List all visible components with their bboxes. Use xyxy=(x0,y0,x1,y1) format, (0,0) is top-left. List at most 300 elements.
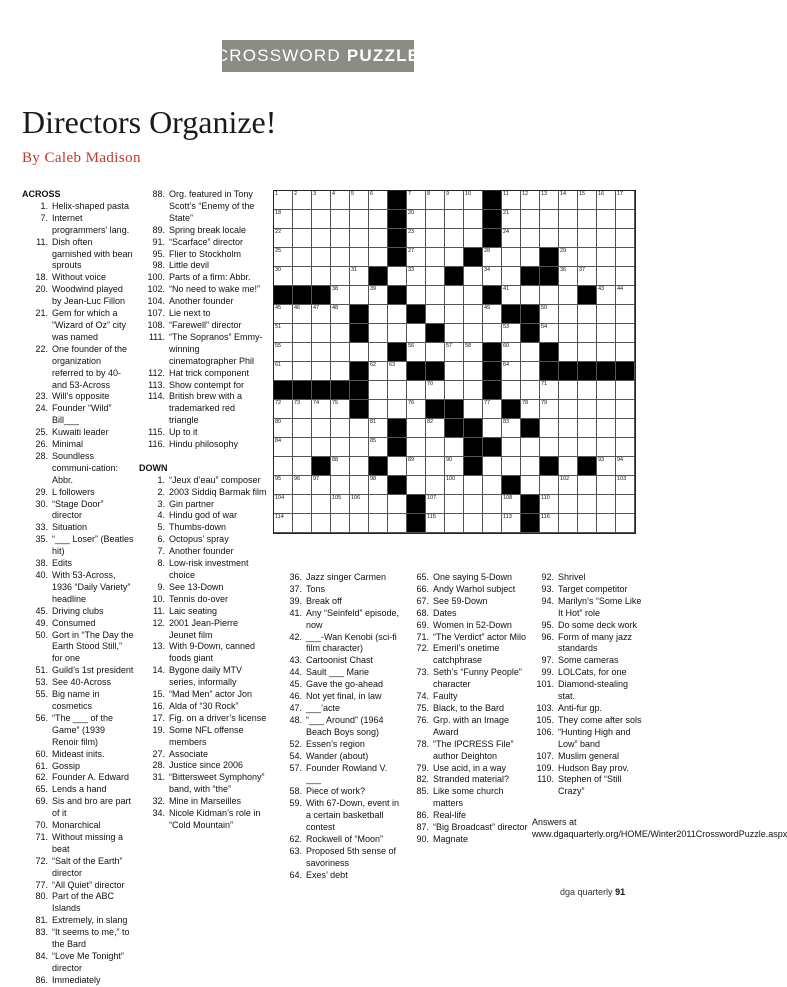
grid-cell[interactable] xyxy=(331,362,350,381)
grid-cell[interactable] xyxy=(350,229,369,248)
grid-cell[interactable] xyxy=(464,191,483,210)
grid-cell[interactable] xyxy=(407,457,426,476)
grid-cell[interactable] xyxy=(483,400,502,419)
grid-cell[interactable] xyxy=(312,305,331,324)
grid-cell[interactable] xyxy=(445,305,464,324)
grid-cell[interactable] xyxy=(274,457,293,476)
grid-cell[interactable] xyxy=(616,419,635,438)
grid-cell[interactable] xyxy=(369,495,388,514)
grid-cell[interactable] xyxy=(559,457,578,476)
grid-cell[interactable] xyxy=(331,324,350,343)
clue-text: Marilyn’s “Some Like It Hot” role xyxy=(558,595,642,618)
grid-cell[interactable] xyxy=(293,438,312,457)
grid-cell[interactable] xyxy=(407,438,426,457)
clue-item xyxy=(528,679,646,703)
grid-cell[interactable] xyxy=(521,210,540,229)
grid-cell[interactable] xyxy=(293,210,312,229)
grid-cell[interactable] xyxy=(559,400,578,419)
grid-cell[interactable] xyxy=(464,305,483,324)
grid-cell[interactable] xyxy=(350,267,369,286)
grid-cell[interactable] xyxy=(426,191,445,210)
grid-cell[interactable] xyxy=(274,229,293,248)
clue-text: Minimal xyxy=(52,439,84,450)
grid-cell[interactable] xyxy=(502,248,521,267)
grid-cell[interactable] xyxy=(312,419,331,438)
grid-cell[interactable] xyxy=(350,343,369,362)
grid-cell[interactable] xyxy=(293,400,312,419)
grid-cell[interactable] xyxy=(331,210,350,229)
grid-cell[interactable] xyxy=(407,229,426,248)
grid-cell[interactable] xyxy=(293,419,312,438)
crossword-grid[interactable] xyxy=(273,190,636,534)
grid-cell[interactable] xyxy=(521,362,540,381)
grid-cell[interactable] xyxy=(369,381,388,400)
grid-cell[interactable] xyxy=(597,419,616,438)
grid-cell[interactable] xyxy=(559,438,578,457)
grid-cell[interactable] xyxy=(407,419,426,438)
grid-cell[interactable] xyxy=(616,476,635,495)
grid-cell[interactable] xyxy=(578,305,597,324)
grid-cell[interactable] xyxy=(559,324,578,343)
grid-cell[interactable] xyxy=(369,191,388,210)
grid-cell[interactable] xyxy=(445,229,464,248)
grid-cell[interactable] xyxy=(616,514,635,533)
grid-cell[interactable] xyxy=(407,400,426,419)
grid-cell[interactable] xyxy=(616,267,635,286)
grid-cell[interactable] xyxy=(483,476,502,495)
grid-cell[interactable] xyxy=(312,362,331,381)
grid-cell[interactable] xyxy=(312,324,331,343)
grid-cell[interactable] xyxy=(369,210,388,229)
grid-cell[interactable] xyxy=(445,191,464,210)
grid-cell[interactable] xyxy=(274,305,293,324)
grid-cell[interactable] xyxy=(483,514,502,533)
grid-cell[interactable] xyxy=(369,343,388,362)
grid-cell[interactable] xyxy=(274,495,293,514)
grid-cell[interactable] xyxy=(616,210,635,229)
grid-cell[interactable] xyxy=(540,210,559,229)
grid-cell[interactable] xyxy=(597,457,616,476)
grid-cell[interactable] xyxy=(350,476,369,495)
grid-cell[interactable] xyxy=(426,457,445,476)
grid-cell[interactable] xyxy=(369,362,388,381)
grid-cell[interactable] xyxy=(616,343,635,362)
grid-cell[interactable] xyxy=(350,210,369,229)
grid-cell[interactable] xyxy=(274,343,293,362)
grid-cell[interactable] xyxy=(445,381,464,400)
grid-cell[interactable] xyxy=(293,191,312,210)
grid-cell[interactable] xyxy=(521,343,540,362)
grid-cell[interactable] xyxy=(502,381,521,400)
grid-cell[interactable] xyxy=(597,248,616,267)
grid-cell[interactable] xyxy=(502,514,521,533)
grid-cell[interactable] xyxy=(540,305,559,324)
grid-cell[interactable] xyxy=(521,248,540,267)
grid-cell[interactable] xyxy=(578,476,597,495)
grid-cell[interactable] xyxy=(616,495,635,514)
grid-cell[interactable] xyxy=(274,267,293,286)
grid-cell[interactable] xyxy=(597,286,616,305)
cell-number: 83 xyxy=(503,419,510,425)
grid-cell[interactable] xyxy=(388,400,407,419)
grid-cell[interactable] xyxy=(616,229,635,248)
grid-cell[interactable] xyxy=(350,419,369,438)
grid-cell[interactable] xyxy=(597,381,616,400)
grid-cell[interactable] xyxy=(559,210,578,229)
grid-cell[interactable] xyxy=(540,229,559,248)
grid-cell[interactable] xyxy=(445,210,464,229)
grid-cell[interactable] xyxy=(312,476,331,495)
grid-cell[interactable] xyxy=(331,191,350,210)
grid-cell[interactable] xyxy=(426,286,445,305)
grid-cell[interactable] xyxy=(502,229,521,248)
clue-column-1 xyxy=(22,189,134,987)
grid-cell[interactable] xyxy=(540,438,559,457)
grid-cell[interactable] xyxy=(464,229,483,248)
grid-cell[interactable] xyxy=(293,362,312,381)
grid-cell[interactable] xyxy=(616,305,635,324)
grid-cell[interactable] xyxy=(483,267,502,286)
grid-cell[interactable] xyxy=(502,438,521,457)
grid-cell[interactable] xyxy=(559,514,578,533)
grid-cell[interactable] xyxy=(559,229,578,248)
cell-number: 23 xyxy=(408,229,415,235)
grid-cell[interactable] xyxy=(369,400,388,419)
grid-cell[interactable] xyxy=(426,305,445,324)
grid-cell[interactable] xyxy=(502,495,521,514)
grid-cell[interactable] xyxy=(293,267,312,286)
grid-cell[interactable] xyxy=(312,343,331,362)
grid-cell[interactable] xyxy=(331,514,350,533)
grid-cell[interactable] xyxy=(464,381,483,400)
grid-cell[interactable] xyxy=(559,476,578,495)
grid-cell[interactable] xyxy=(464,267,483,286)
grid-cell[interactable] xyxy=(407,343,426,362)
grid-cell[interactable] xyxy=(616,248,635,267)
grid-cell[interactable] xyxy=(388,362,407,381)
grid-cell[interactable] xyxy=(464,362,483,381)
grid-cell[interactable] xyxy=(426,343,445,362)
grid-cell[interactable] xyxy=(426,210,445,229)
grid-cell[interactable] xyxy=(559,419,578,438)
grid-cell[interactable] xyxy=(369,419,388,438)
grid-cell[interactable] xyxy=(464,286,483,305)
grid-cell[interactable] xyxy=(578,248,597,267)
grid-cell[interactable] xyxy=(274,324,293,343)
grid-cell[interactable] xyxy=(293,457,312,476)
grid-cell[interactable] xyxy=(578,495,597,514)
grid-cell[interactable] xyxy=(502,267,521,286)
grid-cell[interactable] xyxy=(597,267,616,286)
grid-cell[interactable] xyxy=(597,210,616,229)
grid-cell[interactable] xyxy=(407,381,426,400)
grid-cell[interactable] xyxy=(407,191,426,210)
grid-cell[interactable] xyxy=(369,438,388,457)
grid-cell[interactable] xyxy=(388,457,407,476)
grid-cell[interactable] xyxy=(388,267,407,286)
grid-cell[interactable] xyxy=(274,400,293,419)
grid-cell[interactable] xyxy=(597,229,616,248)
grid-cell[interactable] xyxy=(312,514,331,533)
grid-cell[interactable] xyxy=(502,191,521,210)
grid-cell[interactable] xyxy=(540,476,559,495)
grid-cell[interactable] xyxy=(350,248,369,267)
grid-cell[interactable] xyxy=(616,324,635,343)
grid-cell[interactable] xyxy=(274,476,293,495)
grid-cell[interactable] xyxy=(502,362,521,381)
clue-text: Monarchical xyxy=(52,820,101,831)
grid-cell[interactable] xyxy=(540,400,559,419)
grid-cell[interactable] xyxy=(445,343,464,362)
grid-cell[interactable] xyxy=(426,419,445,438)
grid-cell[interactable] xyxy=(312,267,331,286)
grid-cell[interactable] xyxy=(388,381,407,400)
grid-cell[interactable] xyxy=(483,495,502,514)
clue-item xyxy=(22,796,134,820)
grid-cell[interactable] xyxy=(426,267,445,286)
grid-cell[interactable] xyxy=(597,305,616,324)
grid-cell[interactable] xyxy=(559,343,578,362)
grid-cell[interactable] xyxy=(331,286,350,305)
clue-item xyxy=(22,927,134,951)
grid-cell[interactable] xyxy=(426,495,445,514)
grid-cell[interactable] xyxy=(521,438,540,457)
grid-cell[interactable] xyxy=(597,343,616,362)
grid-cell[interactable] xyxy=(407,286,426,305)
cell-number: 89 xyxy=(408,457,415,463)
clue-item xyxy=(139,689,267,701)
grid-cell[interactable] xyxy=(578,229,597,248)
grid-cell[interactable] xyxy=(369,305,388,324)
grid-cell[interactable] xyxy=(502,419,521,438)
grid-cell[interactable] xyxy=(578,210,597,229)
clue-text: “Scarface” director xyxy=(169,236,244,247)
grid-cell[interactable] xyxy=(331,495,350,514)
grid-cell[interactable] xyxy=(350,191,369,210)
grid-cell[interactable] xyxy=(559,248,578,267)
grid-cell[interactable] xyxy=(369,514,388,533)
grid-cell[interactable] xyxy=(331,457,350,476)
grid-cell[interactable] xyxy=(331,476,350,495)
grid-cell[interactable] xyxy=(483,324,502,343)
grid-cell[interactable] xyxy=(597,191,616,210)
grid-cell[interactable] xyxy=(521,400,540,419)
grid-cell[interactable] xyxy=(540,514,559,533)
grid-cell[interactable] xyxy=(578,324,597,343)
black-square xyxy=(540,457,559,476)
clue-text: Essen’s region xyxy=(306,738,365,749)
grid-cell[interactable] xyxy=(540,324,559,343)
grid-cell[interactable] xyxy=(350,438,369,457)
grid-cell[interactable] xyxy=(312,400,331,419)
grid-cell[interactable] xyxy=(502,457,521,476)
grid-cell[interactable] xyxy=(540,191,559,210)
grid-cell[interactable] xyxy=(293,343,312,362)
grid-cell[interactable] xyxy=(331,419,350,438)
grid-cell[interactable] xyxy=(464,495,483,514)
cell-number: 45 xyxy=(275,305,282,311)
grid-cell[interactable] xyxy=(274,438,293,457)
clue-number: 41. xyxy=(289,607,302,618)
grid-cell[interactable] xyxy=(578,438,597,457)
grid-cell[interactable] xyxy=(578,514,597,533)
grid-cell[interactable] xyxy=(578,191,597,210)
grid-cell[interactable] xyxy=(559,286,578,305)
grid-cell[interactable] xyxy=(597,324,616,343)
grid-cell[interactable] xyxy=(331,267,350,286)
grid-cell[interactable] xyxy=(274,514,293,533)
grid-cell[interactable] xyxy=(388,324,407,343)
grid-cell[interactable] xyxy=(274,210,293,229)
grid-cell[interactable] xyxy=(407,248,426,267)
grid-cell[interactable] xyxy=(521,286,540,305)
grid-cell[interactable] xyxy=(597,476,616,495)
grid-cell[interactable] xyxy=(388,514,407,533)
grid-cell[interactable] xyxy=(616,400,635,419)
grid-cell[interactable] xyxy=(350,495,369,514)
grid-cell[interactable] xyxy=(559,495,578,514)
grid-cell[interactable] xyxy=(369,229,388,248)
grid-cell[interactable] xyxy=(293,248,312,267)
grid-cell[interactable] xyxy=(464,210,483,229)
grid-cell[interactable] xyxy=(597,514,616,533)
grid-cell[interactable] xyxy=(331,248,350,267)
grid-cell[interactable] xyxy=(578,400,597,419)
grid-cell[interactable] xyxy=(445,324,464,343)
grid-cell[interactable] xyxy=(445,286,464,305)
grid-cell[interactable] xyxy=(464,514,483,533)
clue-item xyxy=(22,391,134,403)
grid-cell[interactable] xyxy=(369,324,388,343)
grid-cell[interactable] xyxy=(293,305,312,324)
grid-cell[interactable] xyxy=(331,400,350,419)
grid-cell[interactable] xyxy=(445,438,464,457)
grid-cell[interactable] xyxy=(597,400,616,419)
grid-cell[interactable] xyxy=(426,381,445,400)
grid-cell[interactable] xyxy=(407,324,426,343)
grid-cell[interactable] xyxy=(521,229,540,248)
grid-cell[interactable] xyxy=(312,191,331,210)
grid-cell[interactable] xyxy=(426,438,445,457)
grid-cell[interactable] xyxy=(407,476,426,495)
grid-cell[interactable] xyxy=(350,514,369,533)
grid-cell[interactable] xyxy=(274,191,293,210)
grid-cell[interactable] xyxy=(540,381,559,400)
grid-cell[interactable] xyxy=(369,248,388,267)
grid-cell[interactable] xyxy=(578,267,597,286)
grid-cell[interactable] xyxy=(540,495,559,514)
grid-cell[interactable] xyxy=(616,457,635,476)
grid-cell[interactable] xyxy=(445,248,464,267)
grid-cell[interactable] xyxy=(483,457,502,476)
grid-cell[interactable] xyxy=(464,343,483,362)
grid-cell[interactable] xyxy=(350,286,369,305)
grid-cell[interactable] xyxy=(312,229,331,248)
clue-number: 71. xyxy=(416,631,429,642)
grid-cell[interactable] xyxy=(369,476,388,495)
black-square xyxy=(388,229,407,248)
grid-cell[interactable] xyxy=(616,191,635,210)
grid-cell[interactable] xyxy=(293,229,312,248)
grid-cell[interactable] xyxy=(274,248,293,267)
grid-cell[interactable] xyxy=(502,286,521,305)
grid-cell[interactable] xyxy=(483,248,502,267)
grid-cell[interactable] xyxy=(445,362,464,381)
grid-cell[interactable] xyxy=(388,305,407,324)
grid-cell[interactable] xyxy=(521,457,540,476)
clue-text: See 13-Down xyxy=(169,581,224,592)
grid-cell[interactable] xyxy=(293,476,312,495)
grid-cell[interactable] xyxy=(559,267,578,286)
grid-cell[interactable] xyxy=(407,210,426,229)
cell-number: 13 xyxy=(541,191,548,197)
grid-cell[interactable] xyxy=(445,514,464,533)
grid-cell[interactable] xyxy=(464,324,483,343)
grid-cell[interactable] xyxy=(502,324,521,343)
grid-cell[interactable] xyxy=(521,381,540,400)
grid-cell[interactable] xyxy=(407,267,426,286)
grid-cell[interactable] xyxy=(559,381,578,400)
grid-cell[interactable] xyxy=(426,229,445,248)
grid-cell[interactable] xyxy=(331,438,350,457)
grid-cell[interactable] xyxy=(597,495,616,514)
grid-cell[interactable] xyxy=(369,286,388,305)
grid-cell[interactable] xyxy=(483,305,502,324)
grid-cell[interactable] xyxy=(293,324,312,343)
grid-cell[interactable] xyxy=(616,438,635,457)
grid-cell[interactable] xyxy=(578,381,597,400)
grid-cell[interactable] xyxy=(540,419,559,438)
grid-cell[interactable] xyxy=(616,381,635,400)
grid-cell[interactable] xyxy=(426,248,445,267)
grid-cell[interactable] xyxy=(312,210,331,229)
grid-cell[interactable] xyxy=(445,476,464,495)
grid-cell[interactable] xyxy=(464,400,483,419)
clue-text: ___’acte xyxy=(306,702,341,713)
grid-cell[interactable] xyxy=(331,305,350,324)
grid-cell[interactable] xyxy=(521,476,540,495)
clue-number: 86. xyxy=(35,974,48,985)
grid-cell[interactable] xyxy=(274,419,293,438)
grid-cell[interactable] xyxy=(388,495,407,514)
grid-cell[interactable] xyxy=(464,476,483,495)
grid-cell[interactable] xyxy=(502,343,521,362)
grid-cell[interactable] xyxy=(616,286,635,305)
grid-cell[interactable] xyxy=(502,210,521,229)
grid-cell[interactable] xyxy=(426,514,445,533)
grid-cell[interactable] xyxy=(483,419,502,438)
grid-cell[interactable] xyxy=(578,419,597,438)
grid-cell[interactable] xyxy=(331,229,350,248)
grid-cell[interactable] xyxy=(559,191,578,210)
grid-cell[interactable] xyxy=(426,476,445,495)
grid-cell[interactable] xyxy=(540,286,559,305)
grid-cell[interactable] xyxy=(331,343,350,362)
grid-cell[interactable] xyxy=(312,248,331,267)
grid-cell[interactable] xyxy=(597,438,616,457)
grid-cell[interactable] xyxy=(559,305,578,324)
grid-cell[interactable] xyxy=(578,343,597,362)
grid-cell[interactable] xyxy=(445,495,464,514)
grid-cell[interactable] xyxy=(312,495,331,514)
grid-cell[interactable] xyxy=(350,457,369,476)
grid-cell[interactable] xyxy=(521,191,540,210)
grid-cell[interactable] xyxy=(293,514,312,533)
grid-cell[interactable] xyxy=(445,457,464,476)
grid-cell[interactable] xyxy=(293,495,312,514)
grid-cell[interactable] xyxy=(274,362,293,381)
grid-cell[interactable] xyxy=(312,438,331,457)
